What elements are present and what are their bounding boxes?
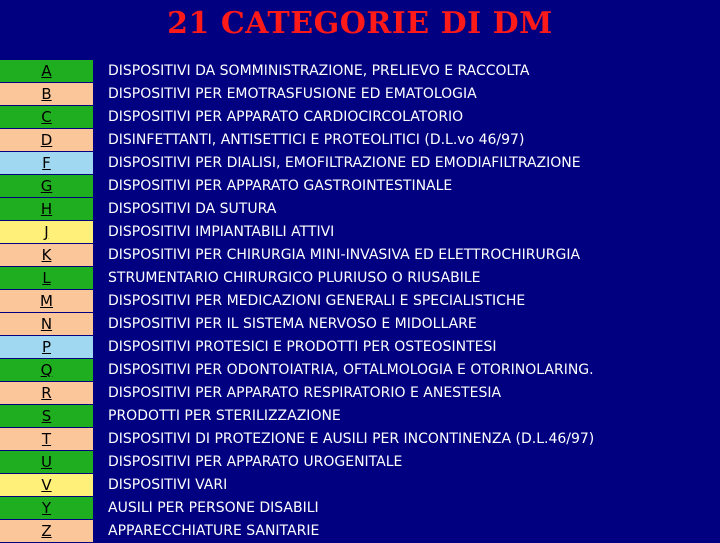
- category-description: DISPOSITIVI DI PROTEZIONE E AUSILI PER INCONTINENZA (D.L.46/97): [108, 431, 595, 447]
- category-description: DISPOSITIVI PER ODONTOIATRIA, OFTALMOLOGIA E OTORINOLARING.: [108, 362, 594, 378]
- category-code: Q: [0, 359, 93, 381]
- category-code: Z: [0, 520, 93, 542]
- category-code: B: [0, 83, 93, 105]
- category-code: M: [0, 290, 93, 312]
- category-list: [108, 60, 720, 543]
- category-code: G: [0, 175, 93, 197]
- category-description: DISPOSITIVI IMPIANTABILI ATTIVI: [108, 224, 335, 240]
- category-description: DISPOSITIVI PER CHIRURGIA MINI-INVASIVA ED ELETTROCHIRURGIA: [108, 247, 581, 263]
- category-code: L: [0, 267, 93, 289]
- category-description: DISINFETTANTI, ANTISETTICI E PROTEOLITICI (D.L.vo 46/97): [108, 132, 525, 148]
- category-description: AUSILI PER PERSONE DISABILI: [108, 500, 319, 516]
- category-description: DISPOSITIVI PER EMOTRASFUSIONE ED EMATOLOGIA: [108, 86, 477, 102]
- category-code: N: [0, 313, 93, 335]
- category-description: DISPOSITIVI PER APPARATO RESPIRATORIO E ANESTESIA: [108, 385, 502, 401]
- category-description: DISPOSITIVI PER APPARATO CARDIOCIRCOLATORIO: [108, 109, 464, 125]
- category-description: DISPOSITIVI PER MEDICAZIONI GENERALI E SPECIALISTICHE: [108, 293, 526, 309]
- category-code: A: [0, 60, 93, 82]
- category-description: DISPOSITIVI PER DIALISI, EMOFILTRAZIONE ED EMODIAFILTRAZIONE: [108, 155, 581, 171]
- category-code: D: [0, 129, 93, 151]
- category-code: R: [0, 382, 93, 404]
- category-code: C: [0, 106, 93, 128]
- category-code: V: [0, 474, 93, 496]
- category-description: DISPOSITIVI PER APPARATO UROGENITALE: [108, 454, 403, 470]
- category-description: DISPOSITIVI DA SOMMINISTRAZIONE, PRELIEVO E RACCOLTA: [108, 63, 530, 79]
- category-code: P: [0, 336, 93, 358]
- category-code: U: [0, 451, 93, 473]
- category-description: DISPOSITIVI DA SUTURA: [108, 201, 277, 217]
- category-code: S: [0, 405, 93, 427]
- category-description: STRUMENTARIO CHIRURGICO PLURIUSO O RIUSABILE: [108, 270, 481, 286]
- category-description: APPARECCHIATURE SANITARIE: [108, 523, 320, 539]
- category-description: PRODOTTI PER STERILIZZAZIONE: [108, 408, 341, 424]
- category-code: Y: [0, 497, 93, 519]
- category-code: K: [0, 244, 93, 266]
- category-description: DISPOSITIVI PER IL SISTEMA NERVOSO E MIDOLLARE: [108, 316, 477, 332]
- category-description: DISPOSITIVI VARI: [108, 477, 228, 493]
- category-code-column: [0, 60, 93, 543]
- page-title: 21 CATEGORIE DI DM: [167, 6, 553, 41]
- category-description: DISPOSITIVI PROTESICI E PRODOTTI PER OSTEOSINTESI: [108, 339, 497, 355]
- category-code: T: [0, 428, 93, 450]
- category-code: J: [0, 221, 93, 243]
- category-description: DISPOSITIVI PER APPARATO GASTROINTESTINALE: [108, 178, 453, 194]
- category-code: H: [0, 198, 93, 220]
- category-code: F: [0, 152, 93, 174]
